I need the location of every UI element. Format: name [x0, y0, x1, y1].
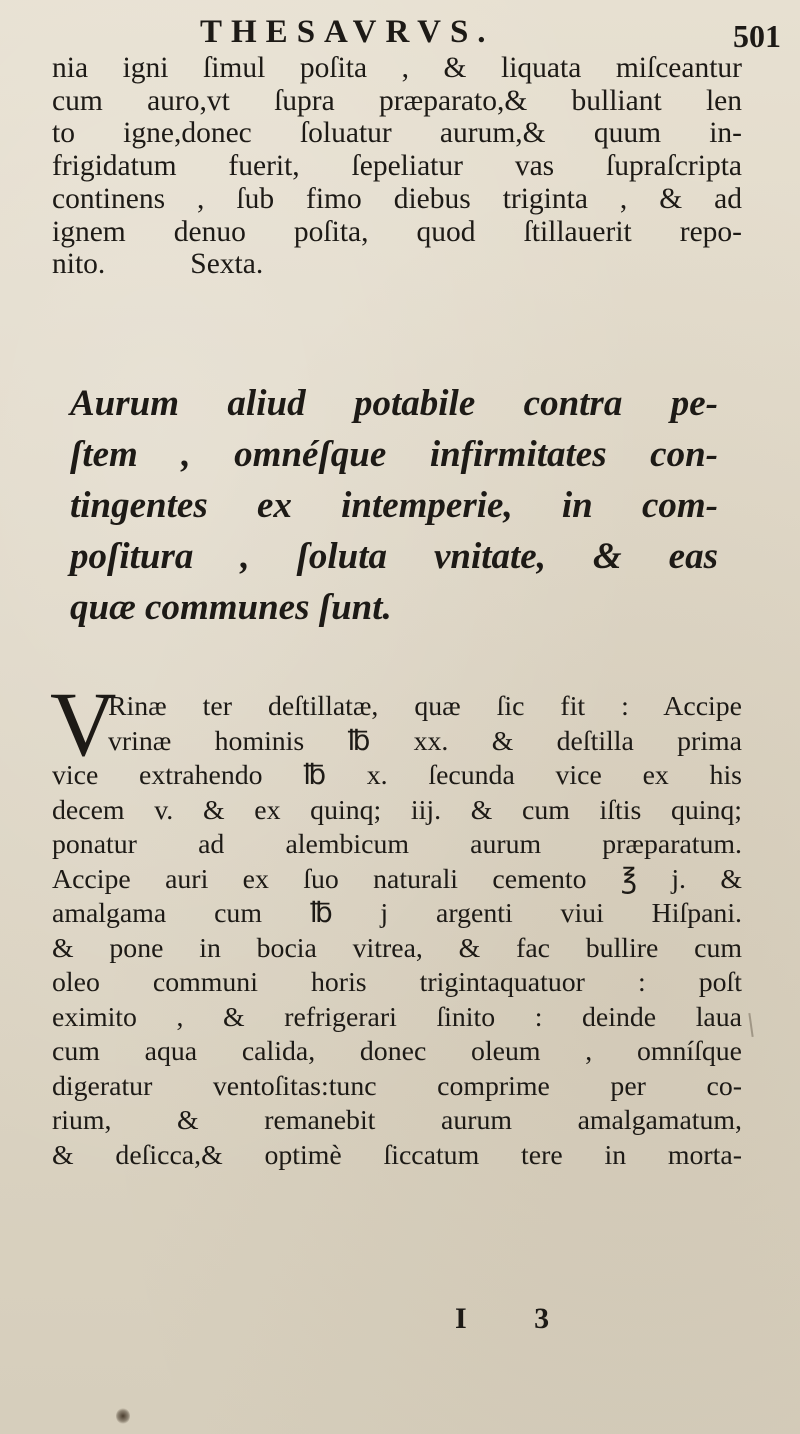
- text-fragment: nito.: [52, 248, 106, 281]
- text-line: nia igni ſimul poſita , & liquata miſceantur: [52, 52, 742, 84]
- heading-line: quæ communes ſunt.: [70, 587, 392, 628]
- text-line: decem v. & ex quinq; iij. & cum iſtis quinq;: [52, 794, 742, 826]
- text-line: vrinæ hominis ℔ xx. & deſtilla prima: [108, 725, 742, 757]
- paragraph-continuation: [52, 52, 742, 281]
- text-line: continens , ſub fimo diebus triginta , & ad: [52, 182, 742, 215]
- text-line: frigidatum fuerit, ſepeliatur vas ſupraſcripta: [52, 150, 742, 183]
- text-line: ignem denuo poſita, quod ſtillauerit repo-: [52, 215, 742, 248]
- text-line: ponatur ad alembicum aurum præparatum.: [52, 829, 742, 860]
- text-line: vice extrahendo ℔ x. ſecunda vice ex his: [52, 760, 742, 791]
- heading-line: Aurum aliud potabile contra pe-: [70, 383, 718, 424]
- heading-line: ſtem , omnéſque infirmitates con-: [70, 434, 718, 475]
- text-line: to igne,donec ſoluatur aurum,& quum in-: [52, 117, 742, 150]
- text-line: Accipe auri ex ſuo naturali cemento ℥ j. &: [52, 863, 742, 895]
- page-number: 501: [733, 18, 781, 54]
- running-head: [0, 8, 800, 54]
- text-line: cum aqua calida, donec oleum , omníſque: [52, 1036, 742, 1067]
- signature-mark: I 3: [455, 1302, 580, 1335]
- text-line-last: [52, 248, 742, 281]
- drop-cap: V: [50, 673, 117, 775]
- text-line: & deſicca,& optimè ſiccatum tere in morta-: [52, 1139, 742, 1171]
- recipe-heading: [70, 378, 718, 633]
- text-line: oleo communi horis trigintaquatuor : poſt: [52, 967, 742, 998]
- recipe-body: [52, 690, 742, 1173]
- heading-line: poſitura , ſoluta vnitate, & eas: [70, 536, 718, 577]
- text-line: Rinæ ter deſtillatæ, quæ ſic fit : Accipe: [108, 691, 742, 722]
- heading-line: tingentes ex intemperie, in com-: [70, 485, 718, 526]
- text-line: digeratur ventoſitas:tunc comprime per co-: [52, 1070, 742, 1102]
- text-line: eximito , & refrigerari ſinito : deinde laua: [52, 1001, 742, 1033]
- text-line: & pone in bocia vitrea, & fac bullire cum: [52, 932, 742, 964]
- text-line: cum auro,vt ſupra præparato,& bulliant len: [52, 84, 742, 117]
- text-line: amalgama cum ℔ j argenti viui Hiſpani.: [52, 898, 742, 929]
- text-line: rium, & remanebit aurum amalgamatum,: [52, 1105, 742, 1136]
- ink-smudge: [116, 1408, 130, 1424]
- section-marker: Sexta.: [190, 248, 264, 281]
- running-title: THESAVRVS.: [200, 14, 495, 50]
- margin-mark: [748, 1013, 753, 1037]
